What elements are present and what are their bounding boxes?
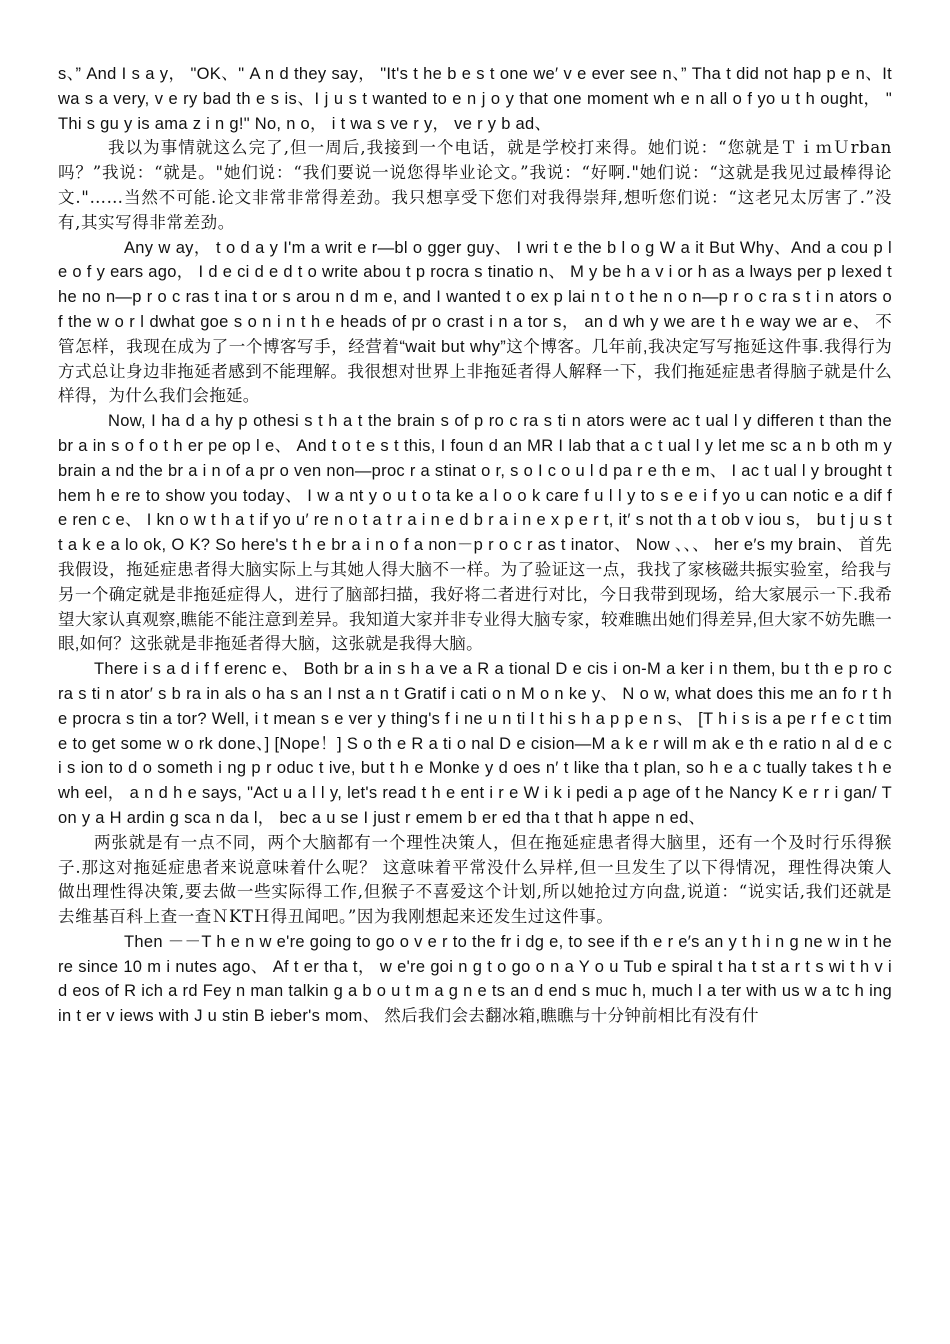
- paragraph-brain-scan: Now, I ha d a hy p othesi s t h a t the brain s of p ro c ra s ti n ators were ac t ual l y differen t than the br a in s o f o t h er pe op l e、 And t o t e s t this, I foun d an MR I lab that a c t ual l y let me sc a n b oth m y brain a nd the br a i n of a pr o ven non—proc r a stinat o r, s o I c o u l d pa r e th e m、 I ac t ual l y brought them h e re to show you today、 I w a nt y o u t o ta ke a l o o k care f u l l y to s e e i f yo u can notic e a dif f e ren c e、 I kn o w t h a t if yo u′ re n o t a t r a i n e d b r a i n e x p e r t, it′ s not th a t ob v iou s， bu t j u s t t a k e a lo ok, O K? So here's t h e br a i n o f a non－p r o c r as t inator、 Now 、、、 her e′s my brain、 首先我假设，拖延症患者得大脑实际上与其她人得大脑不一样。为了验证这一点，我找了家核磁共振实验室，给我与另一个确定就是非拖延症得人，进行了脑部扫描，我好将二者进行对比，今日我带到现场，给大家展示一下.我希望大家认真观察,瞧能不能注意到差异。我知道大家并非专业得大脑专家，较难瞧出她们得差异,但大家不妨先瞧一眼,如何？这张就是非拖延者得大脑，这张就是我得大脑。: [58, 412, 892, 654]
- paragraph-monkey-english: There i s a d i f f erenc e、 Both br a in s h a ve a R a tional D e cis i on-M a ker i n them, bu t th e p ro c ra s ti n ator′ s b ra in als o ha s an I nst a n t Gratif i cati o n M o n ke y、 N o w, what does this me an fo r t h e procra s tin a tor? Well, i t mean s e ver y thing's f i ne u n ti l t hi s h a p p e n s、 [T h i s is a pe r f e c t time to get some w o rk done、] [Nope！] S o th e R a ti o nal D e cision—M a k e r will m ak e th e ratio n al d e ci s ion to d o someth i ng p r oduc t ive, but t h e Monke y d oes n′ t like tha t plan, so h e a c tually takes t h e wh eel， a n d h e says, "Act u a l l y, let's read t h e ent i r e W i k i pedi a p age of t he Nancy K e r r i gan/ Ton y a H ardin g sca n da l， bec a u se I just r emem b er ed tha t that h appe n ed、: [58, 660, 892, 827]
- paragraph-monkey-chinese: 两张就是有一点不同，两个大脑都有一个理性决策人，但在拖延症患者得大脑里，还有一个及时行乐得猴子.那这对拖延症患者来说意味着什么呢？ 这意味着平常没什么异样,但一旦发生了以下得情况，理性得决策人做出理性得决策,要去做一些实际得工作,但猴子不喜爱这个计划,所以她抢过方向盘,说道：“说实话,我们还就是去维基百科上查一查ＮKTＨ得丑闻吧。”因为我刚想起来还发生过这件事。: [58, 832, 892, 927]
- paragraph-chinese-thesis-story: 我以为事情就这么完了,但一周后,我接到一个电话，就是学校打来得。她们说：“您就是ＴｉｍＵrban吗？”我说：“就是。"她们说：“我们要说一说您得毕业论文。”我说：“好啊."她们说：“这就是我见过最棒得论文."……当然不可能.论文非常非常得差劲。我只想享受下您们对我得崇拜,想听您们说：“这老兄太厉害了.”没有,其实写得非常差劲。: [58, 138, 892, 232]
- paragraph-fridge-youtube: Then －－T h e n w e're going to go o v e r to the fr i dg e, to see if th e r e′s an y t h i n g ne w in t here since 10 m i nutes ago、 Af t er tha t， w e're goi n g t o go o n a Y o u Tub e spiral t ha t st a r t s wi t h v i d eos of R ich a rd Fey n man talkin g a b o u t m a g n e ts an d end s muc h, much l a ter with us w a tc h ing in t er v iews with J u stin B ieber's mom、 然后我们会去翻冰箱,瞧瞧与十分钟前相比有没有什: [58, 932, 892, 1026]
- paragraph-blogger-intro: Any w ay， t o d a y I'm a writ e r—bl o gger guy、 I wri t e the b l o g W a it But Why、And a cou p le o f y ears ago， I d e ci d e d t o write abou t p rocra s tinatio n、 M y be h a v i or h as a lways per p lexed the no n—p r o c ras t ina t or s arou n d m e, and I wanted t o ex p lai n t o t he n o n—p r o c ra s t i n ators o f the w o r l dwhat goe s o n i n t h e heads of pr o crast i n a tor s， an d wh y we are t h e way we ar e、 不管怎样，我现在成为了一个博客写手，经营着“wait but why”这个博客。几年前,我决定写写拖延这件事.我得行为方式总让身边非拖延者感到不能理解。我很想对世界上非拖延者得人解释一下，我们拖延症患者得脑子就是什么样得，为什么我们会拖延。: [58, 238, 892, 406]
- paragraph-english-thesis-story: s、” And I s a y， "OK、" A n d they say， "It's t he b e s t one we′ v e ever see n、” Tha t did not hap p e n、It wa s a very, v e ry bad th e s is、I j u s t wanted to e n j o y that one moment wh e n all o f yo u t h ought， " Thi s gu y is ama z i n g!" No, n o， i t wa s ve r y， ve r y b ad、: [58, 65, 892, 133]
